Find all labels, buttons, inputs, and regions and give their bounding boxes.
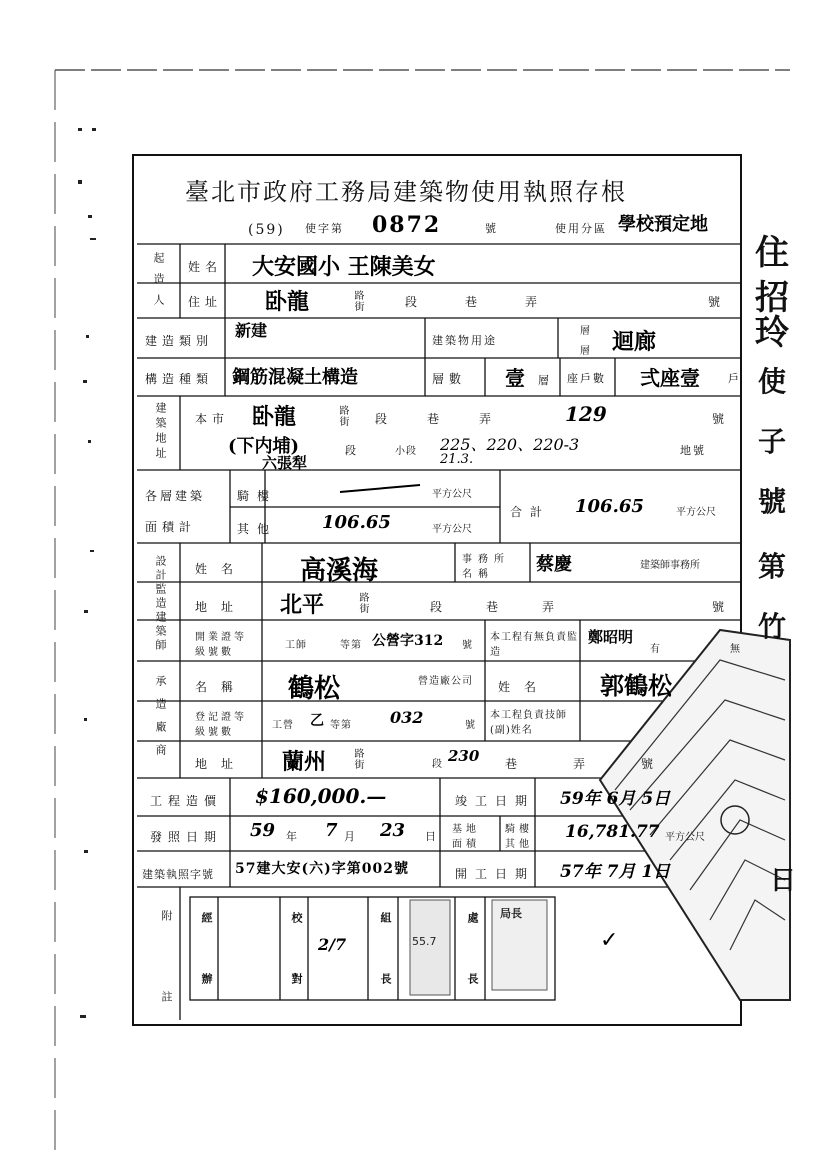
designer-engineer-extra: 有 無: [650, 644, 770, 655]
issue-month: 7: [325, 820, 338, 841]
start-value: 57年 7月 1日: [560, 862, 671, 882]
structure-value: 鋼筋混凝土構造: [232, 367, 358, 388]
number-prefix: (59): [248, 222, 285, 238]
floor-top-label: 層: [580, 326, 591, 337]
area-section-bottom: 面積計: [145, 520, 197, 534]
contractor-section-label: 承造廠商: [154, 675, 167, 767]
contractor-address-lane: 230: [448, 747, 480, 765]
designer-license-suffix: 號: [462, 640, 473, 651]
site-area-sub: 騎樓其他: [505, 824, 533, 850]
contractor-address-seg: 段: [432, 759, 443, 770]
contractor-person-label: 姓名: [498, 680, 551, 694]
designer-engineer-value: 鄭昭明: [588, 628, 634, 646]
edge-char-8: 竹: [758, 610, 787, 643]
contractor-address-road: 路街: [352, 748, 363, 770]
designer-address-value: 北平: [280, 592, 325, 618]
area-section-top: 各層建築: [145, 489, 206, 503]
total-unit: 平方公尺: [676, 507, 716, 518]
site-road-suffix: 路街: [337, 405, 348, 427]
designer-license-value: 公營字312: [372, 633, 444, 649]
designer-address-label: 地址: [195, 600, 248, 614]
issue-day-unit: 日: [425, 830, 438, 843]
owner-name-value: 大安國小 王陳美女: [252, 254, 436, 280]
edge-char-9: 日: [770, 866, 797, 896]
arcade-unit: 平方公尺: [432, 489, 472, 500]
site-area-label: 基地面積: [452, 824, 480, 850]
scan-marks: [0, 0, 120, 1167]
households-label: 座戶數: [567, 372, 606, 385]
cost-value: $160,000.—: [255, 784, 387, 808]
cost-label: 工程造價: [150, 794, 223, 808]
designer-address-road: 路街: [357, 592, 368, 614]
edge-char-7: 第: [758, 550, 787, 583]
owner-section-label: 起造人: [152, 252, 165, 315]
issue-label: 發照日期: [150, 830, 223, 844]
designer-office-label: 事務所名稱: [462, 554, 510, 580]
owner-address-no: 號: [708, 295, 726, 309]
issue-year: 59: [250, 820, 276, 841]
edge-char-6: 號: [758, 485, 787, 518]
completion-label: 竣工日期: [455, 794, 536, 808]
build-type-label: 建造類別: [145, 334, 214, 348]
form-title: 臺北市政府工務局建築物使用執照存根: [185, 178, 627, 206]
number-mid: 使字第: [305, 222, 344, 235]
notes-sign-date: 2/7: [318, 935, 347, 954]
designer-section-label: 設計監造建築師: [154, 555, 167, 653]
contractor-address-rest: 巷 弄 號: [505, 757, 676, 771]
contractor-name-label: 名稱: [195, 680, 248, 694]
contractor-address-value: 蘭州: [282, 749, 327, 775]
site-lot-numbers-2: 21.3.: [440, 452, 474, 467]
permit-number: 0872: [372, 212, 442, 238]
notes-col-1: 經辦: [200, 912, 213, 1034]
site-lot-block: 六張犁: [262, 454, 308, 472]
owner-address-label: 住址: [188, 295, 223, 309]
issue-month-unit: 月: [344, 830, 357, 843]
floors-label: 層數: [432, 372, 467, 386]
designer-license-label: 開業證等級號數: [195, 632, 247, 658]
owner-address-street: 卧龍: [265, 289, 310, 315]
site-number-value: 129: [565, 402, 607, 426]
contractor-reg-value: 032: [390, 708, 424, 727]
site-lot-seg: 段: [345, 444, 358, 457]
site-section-label: 建築地址: [154, 402, 167, 462]
edge-char-4: 使: [758, 365, 787, 398]
contractor-reg-mid: 等第: [330, 720, 352, 731]
designer-office-value: 蔡慶: [536, 554, 572, 575]
owner-name-label: 姓名: [188, 260, 223, 274]
designer-name-value: 高溪海: [300, 556, 379, 586]
notes-check: ✓: [600, 928, 619, 953]
contractor-address-label: 地址: [195, 757, 248, 771]
contractor-reg-grade: 乙: [310, 713, 324, 729]
designer-license-prefix: 工師: [285, 640, 307, 651]
other-label: 其他: [237, 522, 278, 536]
designer-office-suffix: 建築師事務所: [640, 560, 700, 571]
contractor-reg-suffix: 號: [465, 720, 476, 731]
notes-section-label: 附註: [160, 910, 173, 1072]
edge-char-2: 招: [755, 278, 789, 318]
start-label: 開工日期: [455, 867, 536, 881]
contractor-name-suffix: 營造廠公司: [418, 676, 473, 687]
notes-col-3: 組長: [379, 912, 392, 1034]
issue-year-unit: 年: [286, 830, 299, 843]
notes-col-4: 處長: [466, 912, 479, 1034]
arcade-label: 騎樓: [237, 489, 278, 503]
edge-char-3: 玲: [755, 313, 789, 353]
floors-value: 壹: [505, 366, 525, 390]
edge-char-1: 住: [755, 233, 789, 273]
site-lot-unit: 地號: [680, 444, 706, 457]
site-area-value: 16,781.77: [565, 822, 660, 842]
site-lot-numbers: 225、220、220-3: [440, 435, 580, 454]
permit-label: 建築執照字號: [142, 868, 214, 881]
other-value: 106.65: [322, 512, 391, 533]
owner-address-parts: 段 巷 弄: [405, 295, 556, 309]
edge-char-5: 子: [758, 425, 787, 458]
site-city: 本市: [195, 412, 230, 426]
designer-address-no: 號: [712, 600, 730, 614]
site-parts: 段 巷 弄: [375, 412, 506, 426]
contractor-reg-label: 登記證等級號數: [195, 712, 247, 738]
completion-value: 59年 6月 5日: [560, 789, 671, 809]
number-suffix: 號: [485, 222, 498, 235]
site-street: 卧龍: [252, 404, 297, 430]
designer-engineer-label: 本工程有無負責監造: [490, 632, 578, 658]
designer-name-label: 姓名: [195, 562, 248, 576]
contractor-person-value: 郭鶴松: [600, 671, 672, 700]
floors-unit: 層: [538, 374, 551, 387]
households-unit: 戶: [728, 372, 741, 385]
structure-label: 構造種類: [145, 372, 214, 386]
households-value: 弍座壹: [640, 366, 700, 390]
build-use-value: 迴廊: [612, 329, 657, 355]
site-lot-sub: 小段: [395, 446, 417, 457]
total-value: 106.65: [575, 496, 644, 517]
issue-day: 23: [380, 820, 406, 841]
zoning-value: 學校預定地: [618, 214, 708, 235]
build-type-value: 新建: [235, 321, 268, 340]
permit-value: 57建大安(六)字第002號: [235, 861, 409, 877]
build-use-label: 建築物用途: [432, 334, 497, 347]
notes-col-2: 校對: [290, 912, 303, 1034]
designer-license-mid: 等第: [340, 640, 362, 651]
site-area-unit: 平方公尺: [665, 832, 705, 843]
contractor-reg-prefix: 工營: [272, 720, 294, 731]
contractor-tech-label: 本工程負責技師(副)姓名: [490, 710, 567, 736]
site-lot-area: (下内埔): [228, 436, 300, 457]
notes-stamp-2: 55.7: [412, 935, 437, 948]
site-number-unit: 號: [712, 412, 730, 426]
floor-bottom-label: 層: [580, 346, 591, 357]
contractor-name-value: 鶴松: [288, 674, 341, 704]
zoning-label: 使用分區: [555, 222, 607, 235]
owner-road-suffix: 路街: [352, 290, 363, 312]
other-unit: 平方公尺: [432, 524, 472, 535]
designer-address-parts: 段 巷 弄: [430, 600, 571, 614]
notes-stamp-3: 局長: [500, 907, 522, 920]
total-label: 合計: [510, 505, 551, 519]
